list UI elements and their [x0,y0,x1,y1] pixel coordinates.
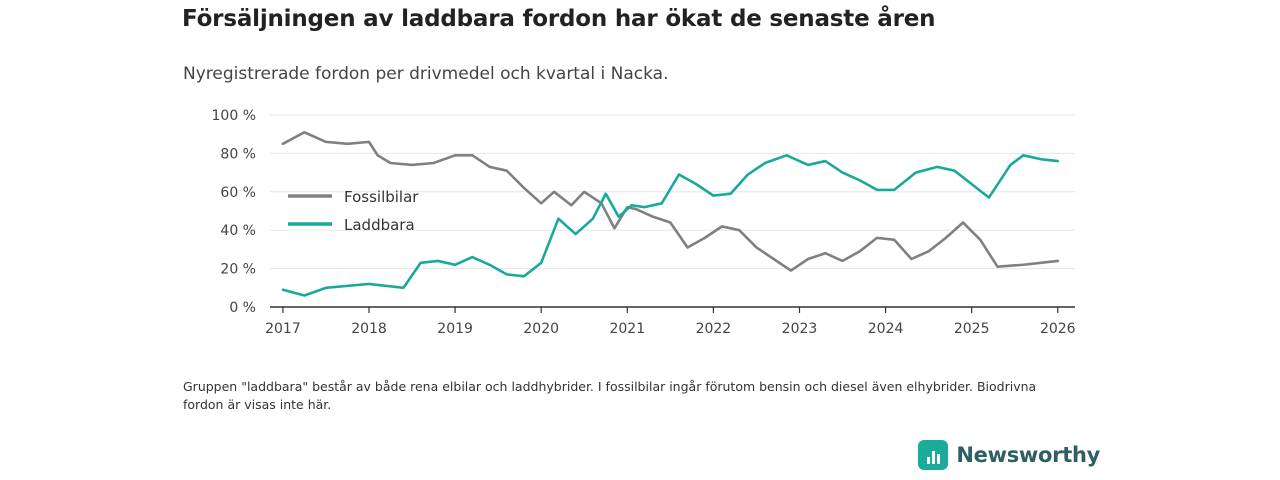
y-axis-tick-label: 0 % [229,300,256,316]
x-axis-tick-label: 2019 [437,321,473,337]
y-axis-tick-label: 60 % [220,184,256,201]
bar-chart-icon [918,440,948,470]
x-axis-tick-label: 2025 [953,321,990,337]
x-axis-tick-label: 2026 [1039,321,1076,337]
x-axis-tick-label: 2020 [523,321,560,337]
brand-name: Newsworthy [956,443,1100,467]
y-axis-tick-label: 100 % [211,108,256,124]
x-axis-tick-label: 2023 [781,321,818,337]
legend-label-fossilbilar: Fossilbilar [344,188,419,206]
chart-footnote: Gruppen "laddbara" består av både rena elbilar och laddhybrider. I fossilbilar ingår förutom bensin och diesel även elhybrider. Biodrivna fordon är visas inte här. [183,379,1037,413]
x-axis-tick-label: 2022 [695,321,732,337]
y-axis-tick-label: 20 % [220,261,256,278]
x-axis-tick-label: 2018 [351,321,387,337]
x-axis-tick-label: 2021 [609,321,646,337]
line-chart [0,100,1280,340]
brand-logo [918,440,1100,470]
y-axis-tick-label: 40 % [220,223,256,240]
page-title: Försäljningen av laddbara fordon har ökat de senaste åren [182,6,936,32]
chart-subtitle: Nyregistrerade fordon per drivmedel och kvartal i Nacka. [183,64,669,84]
x-axis-tick-label: 2024 [867,321,904,337]
x-axis-tick-label: 2017 [265,321,301,337]
y-axis-tick-label: 80 % [220,146,256,163]
chart-area [0,100,1280,340]
legend-label-laddbara: Laddbara [344,216,415,234]
